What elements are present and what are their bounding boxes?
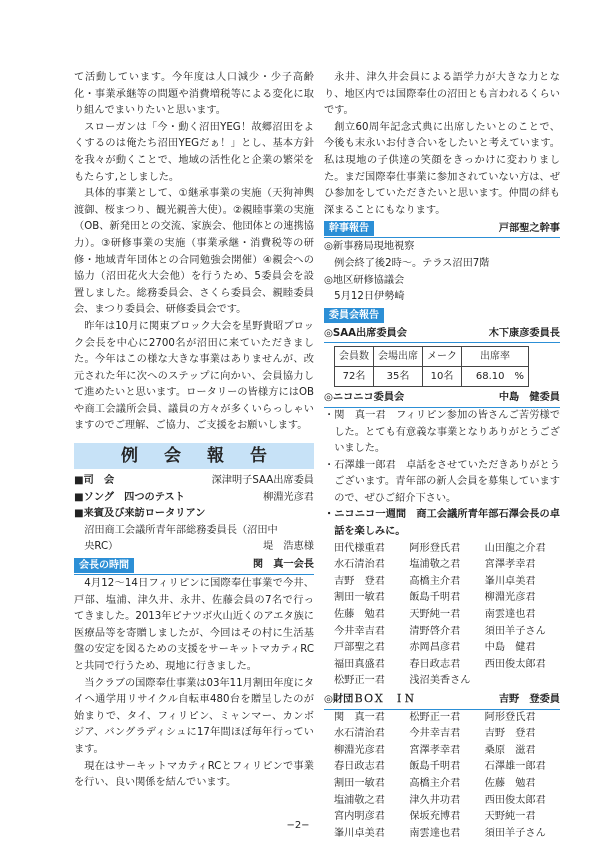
member-name: 西田俊太郎君 <box>484 794 546 806</box>
member-name: 柳淵光彦君 <box>484 592 536 604</box>
secretary-item: ◎新事務局現地視察 <box>324 241 415 253</box>
attendance-table <box>334 346 529 387</box>
member-name: 南雲達也君 <box>484 609 536 621</box>
member-name: 山田龍之介君 <box>484 542 546 554</box>
member-name: 松野正一君 <box>409 711 461 723</box>
member-name: 赤岡昌彦君 <box>409 642 461 654</box>
guest-line-2: 央RC） 堤 浩恵様 <box>84 541 314 553</box>
member-name: 保坂充博君 <box>409 811 461 823</box>
guest-line-1: 沼田商工会議所青年部総務委員長（沼田中 <box>84 524 278 536</box>
attendance-value-row <box>335 367 529 387</box>
table-cell: 10名 <box>423 367 462 387</box>
secretary-item: ◎地区研修協議会 <box>324 274 405 286</box>
member-name: 飯島千明君 <box>409 592 461 604</box>
right-paragraph-1: 永井、津久井会員による語学力が大きな力となり、地区内では国際奉仕の沼田とも言われるくらいです。 <box>324 72 560 117</box>
member-name: 須田羊子さん <box>484 625 546 637</box>
table-cell: 会員数 <box>335 347 374 367</box>
member-name: 田代様重君 <box>334 542 385 554</box>
saa-header <box>324 326 560 344</box>
member-name: 中島 健君 <box>484 642 536 654</box>
member-name: 阿形登氏君 <box>409 542 461 554</box>
projects-paragraph: 具体的事業として、①継承事業の実施（天狗神輿渡御、桜まつり、観光親善大使）。②親睦事業の実施（OB、新発田との交流、家族会、他団体との連携協力）。③研修事業の実施（事業承継・消費税等の研修・地域青年団体との合同勉強会開催）④親会への協力（沼田花火大会他）を行うため、5委員会を設置しました。総務委員会、さくら委員会、親睦委員会、まつり委員会、研修委員会です。 <box>74 188 314 316</box>
member-name: 春日政志君 <box>409 658 461 670</box>
member-name: 西田俊太郎君 <box>484 658 546 670</box>
member-name: 飯島千明君 <box>409 761 461 773</box>
member-name <box>485 673 560 690</box>
secretary-item: 5月12日伊勢崎 <box>324 291 405 303</box>
slogan-paragraph: スローガンは「今・動く沼田YEG！故郷沼田をよくするのは俺たち沼田YEGだぁ！」とし、基本方針を我々が動くことで、地域の活性化と企業の繁栄をもたらす,としました。 <box>74 121 314 183</box>
last-year-paragraph: 昨年は10月に関東ブロック大会を星野貴昭ブロック会長を中心に2700名が沼田に来ていただきました。今年はこの様な大きな事業はありませんが、改元された年に次へのステップに向かい、会員協力して進めたいと思います。ロータリーの皆様方にはOBや商工会議所会員、議員の方々が多くいらっしゃいますのでご理解、ご協力、ご支援をお願いします。 <box>74 320 314 432</box>
president-time-tag: 会長の時間 <box>74 558 134 573</box>
attendance-header-row <box>335 347 529 367</box>
member-name: 吉野 登君 <box>484 728 536 740</box>
box-header <box>324 692 560 710</box>
meeting-report-banner: 例会報告 <box>74 443 314 469</box>
member-name: 関 真一君 <box>334 711 385 723</box>
niko-name: 中島 健委員 <box>498 392 560 404</box>
member-name: 割田一敏君 <box>334 592 385 604</box>
member-name: 天野純一君 <box>409 609 461 621</box>
report-row-song: ■ソング 四つのテスト 柳淵光彦君 <box>74 491 314 503</box>
member-name: 清野啓介君 <box>409 625 461 637</box>
left-column <box>74 70 314 792</box>
member-name: 天野純一君 <box>484 811 536 823</box>
page-number: −2− <box>286 820 310 831</box>
president-paragraph-1: 4月12～14日フィリピンに国際奉仕事業で今井、戸部、塩浦、津久井、永井、佐藤会員の7名で行ってきました。2013年ピナツボ火山近くのアエタ族に医療品等を寄贈しましたが、今回はその村に生活基盤の安定を図るための支援をサーキットマカティRCと共同で行うため、現地に行きました。 <box>74 578 314 672</box>
niko-title: ◎ニコニコ委員会 <box>324 392 405 404</box>
member-name: 今井幸吉君 <box>334 625 385 637</box>
saa-title: ◎SAA出席委員会 <box>324 327 407 339</box>
member-name: 戸部聖之君 <box>334 642 385 654</box>
member-name: 峯川卓美君 <box>334 827 385 839</box>
member-name: 高橋主介君 <box>409 575 461 587</box>
member-name: 水石清治君 <box>334 728 385 740</box>
member-name: 塩浦敬之君 <box>409 559 461 571</box>
committee-header <box>324 307 560 324</box>
niko-item: ・関 真一君 フィリピン参加の皆さんご苦労様でした。とても有意義な事業となりありがとうございました。 <box>324 409 560 455</box>
member-name: 春日政志君 <box>334 761 385 773</box>
member-name: 塩浦敬之君 <box>334 794 385 806</box>
member-name: 吉野 登君 <box>334 575 385 587</box>
member-name: 今井幸吉君 <box>409 728 461 740</box>
member-name: 佐藤 勉君 <box>334 609 385 621</box>
member-name: 宮澤孝幸君 <box>409 744 461 756</box>
niko-week-item: ・ニコニコ一週間 商工会議所青年部石澤会長の卓話を楽しみに。 <box>324 509 560 538</box>
member-name: 柳淵光彦君 <box>334 744 385 756</box>
member-name: 津久井功君 <box>409 794 461 806</box>
president-paragraph-2: 当クラブの国際奉仕事業は03年11月割田年度にタイへ通学用リサイクル自転車480台を贈呈したのが始まりで、タイ、フィリピン、ミャンマー、カンボジア、バングラディシュに17年間ほぼ毎年行っています。 <box>74 677 314 755</box>
table-cell: 72名 <box>335 367 374 387</box>
member-name: 松野正一君 <box>334 675 385 687</box>
member-name: 高橋主介君 <box>409 777 461 789</box>
president-time-header <box>74 557 314 575</box>
report-row-chair: ■司 会 深津明子SAA出席委員 <box>74 475 314 487</box>
member-name: 水石清治君 <box>334 559 385 571</box>
saa-name: 木下康彦委員長 <box>488 327 560 339</box>
table-cell: 出席率 <box>462 347 529 367</box>
table-cell: 会場出席 <box>374 347 423 367</box>
member-name: 阿形登氏君 <box>484 711 536 723</box>
niko-names-grid <box>324 541 560 690</box>
member-name: 峯川卓美君 <box>484 575 536 587</box>
committee-tag: 委員会報告 <box>324 308 384 323</box>
secretary-name: 戸部聖之幹事 <box>498 222 560 234</box>
niko-item: ・石澤雄一郎君 卓話をさせていただきありがとうございます。青年部の新人会員を募集していますので、ぜひご紹介下さい。 <box>324 459 560 504</box>
member-name: 桑原 滋君 <box>484 744 536 756</box>
member-name: 石澤雄一郎君 <box>484 761 546 773</box>
member-name: 宮澤孝幸君 <box>484 559 536 571</box>
intro-paragraph: て活動しています。今年度は人口減少・少子高齢化・事業承継等の問題や消費増税等による変化に取り組んでまいりたいと思います。 <box>74 72 314 117</box>
member-name: 福田真盛君 <box>334 658 385 670</box>
right-column <box>324 70 560 842</box>
secretary-item: 例会終了後2時～。テラス沼田7階 <box>324 257 490 269</box>
secretary-header <box>324 220 560 238</box>
member-name: 須田羊子さん <box>484 827 546 839</box>
president-paragraph-3: 現在はサーキットマカティRCとフィリピンで事業を行い、良い関係を結んでいます。 <box>74 760 314 789</box>
report-row-guests: ■来賓及び来訪ロータリアン <box>74 508 206 520</box>
member-name: 南雲達也君 <box>409 827 461 839</box>
member-name: 割田一敏君 <box>334 777 385 789</box>
member-name: 佐藤 勉君 <box>484 777 536 789</box>
niko-header <box>324 390 560 408</box>
right-paragraph-2: 創立60周年記念式典に出席したいとのことで、今後も末永いお付き合いをしたいと考えています。私は現地の子供達の笑顔をきっかけに変わりました。まだ国際奉仕事業に参加されていない方は、ぜひ参加をしていただきたいと思います。仲間の絆も深まることにもなります。 <box>324 121 560 216</box>
member-name: 浅沼美香さん <box>409 675 471 687</box>
table-cell: 35名 <box>374 367 423 387</box>
box-title: ◎財団ＢＯＸ ＩＮ <box>324 694 415 705</box>
table-cell: メーク <box>423 347 462 367</box>
member-name: 宮内明彦君 <box>334 811 385 823</box>
box-name: 吉野 登委員 <box>498 694 560 705</box>
president-name: 関 真一会長 <box>252 559 314 571</box>
secretary-tag: 幹事報告 <box>324 221 374 236</box>
table-cell: 68.10 % <box>462 367 529 387</box>
